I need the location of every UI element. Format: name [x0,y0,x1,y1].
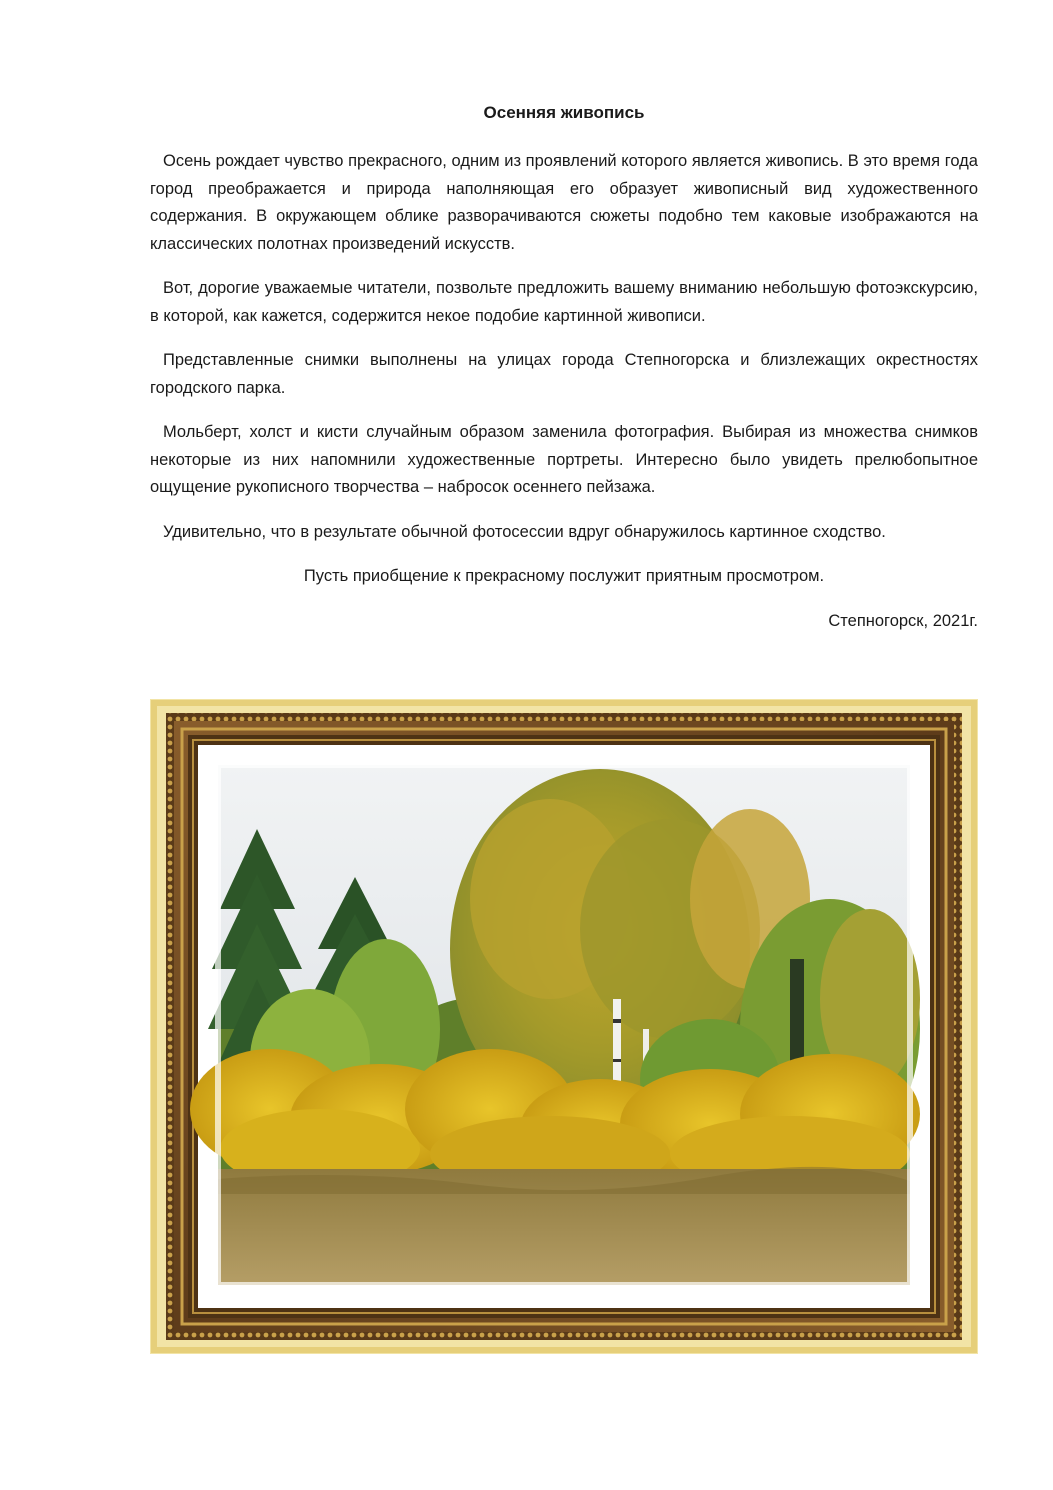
framed-autumn-photo [150,699,978,1354]
document-title: Осенняя живопись [483,103,645,122]
document-body [150,148,978,652]
closing-line: Пусть приобщение к прекрасному послужит приятным просмотром. [303,567,825,585]
signature: Степногорск, 2021г. [828,611,978,630]
paragraph-4: Мольберт, холст и кисти случайным образом заменила фотография. Выбирая из множества снимков некоторые из них напомнили художественные портреты. Интересно было увидеть прелюбопытное ощущение рукописного творчества – набросок осеннего пейзажа. [150,423,978,496]
paragraph-2: Вот, дорогие уважаемые читатели, позвольте предложить вашему вниманию небольшую фотоэкскурсию, в которой, как кажется, содержится некое подобие картинной живописи. [150,279,978,325]
autumn-landscape-picture [150,699,978,1354]
paragraph-5: Удивительно, что в результате обычной фотосессии вдруг обнаружилось картинное сходство. [163,522,886,541]
paragraph-1: Осень рождает чувство прекрасного, одним из проявлений которого является живопись. В это время года город преображается и природа наполняющая его образует живописный вид художественного содержания. В окружающем облике разворачиваются сюжеты подобно тем каковые изображаются на классических полотнах произведений искусств. [150,152,978,253]
paragraph-3: Представленные снимки выполнены на улицах города Степногорска и близлежащих окрестностях городского парка. [150,351,978,397]
landscape-photo [190,765,920,1285]
